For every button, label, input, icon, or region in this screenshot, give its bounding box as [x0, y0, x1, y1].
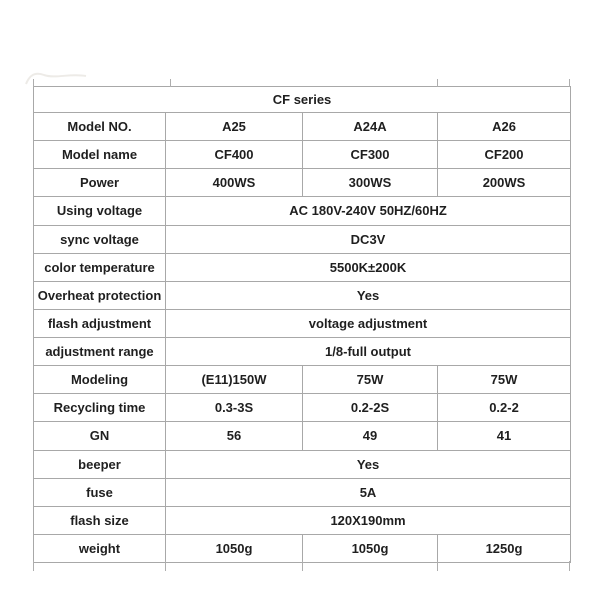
cell: 75W: [303, 366, 438, 394]
cell: CF300: [303, 141, 438, 169]
grid-stub: [165, 561, 166, 571]
table-row: [34, 478, 571, 506]
cell: A26: [438, 113, 571, 141]
row-label: flash adjustment: [34, 309, 166, 337]
cell-span: 1/8-full output: [166, 338, 571, 366]
cell: 0.3-3S: [166, 394, 303, 422]
row-label: Power: [34, 169, 166, 197]
grid-stub: [33, 561, 34, 571]
cell-span: AC 180V-240V 50HZ/60HZ: [166, 197, 571, 225]
row-label: Model name: [34, 141, 166, 169]
cell: 200WS: [438, 169, 571, 197]
table-title-row: [34, 87, 571, 113]
cell: 1050g: [303, 534, 438, 562]
cell: A24A: [303, 113, 438, 141]
table-row: [34, 366, 571, 394]
cell: 400WS: [166, 169, 303, 197]
cell: 41: [438, 422, 571, 450]
cell: 49: [303, 422, 438, 450]
row-label: Modeling: [34, 366, 166, 394]
cell: 1250g: [438, 534, 571, 562]
table-row: [34, 534, 571, 562]
cell: 0.2-2: [438, 394, 571, 422]
grid-stub: [302, 561, 303, 571]
cell-span: 120X190mm: [166, 506, 571, 534]
grid-stub: [569, 79, 570, 87]
cell-span: 5500K±200K: [166, 253, 571, 281]
table-row: [34, 450, 571, 478]
table-row: [34, 169, 571, 197]
row-label: Using voltage: [34, 197, 166, 225]
row-label: color temperature: [34, 253, 166, 281]
cell: 300WS: [303, 169, 438, 197]
spec-table: [33, 86, 571, 563]
table-row: [34, 141, 571, 169]
table-row: [34, 422, 571, 450]
row-label: flash size: [34, 506, 166, 534]
table-row: [34, 309, 571, 337]
table-row: [34, 506, 571, 534]
cell: CF400: [166, 141, 303, 169]
grid-stub: [33, 79, 34, 87]
grid-stub: [569, 561, 570, 571]
row-label: GN: [34, 422, 166, 450]
row-label: Model NO.: [34, 113, 166, 141]
table-row: [34, 197, 571, 225]
table-row: [34, 113, 571, 141]
cell-span: Yes: [166, 450, 571, 478]
row-label: sync voltage: [34, 225, 166, 253]
table-title: CF series: [34, 87, 571, 113]
cell-span: 5A: [166, 478, 571, 506]
row-label: Overheat protection: [34, 281, 166, 309]
row-label: weight: [34, 534, 166, 562]
cell-span: voltage adjustment: [166, 309, 571, 337]
row-label: fuse: [34, 478, 166, 506]
cell: 0.2-2S: [303, 394, 438, 422]
cell-span: Yes: [166, 281, 571, 309]
cell: 75W: [438, 366, 571, 394]
cell: (E11)150W: [166, 366, 303, 394]
table-row: [34, 253, 571, 281]
table-row: [34, 338, 571, 366]
row-label: adjustment range: [34, 338, 166, 366]
table-row: [34, 394, 571, 422]
row-label: beeper: [34, 450, 166, 478]
grid-stub: [437, 79, 438, 87]
cell-span: DC3V: [166, 225, 571, 253]
grid-stub: [170, 79, 171, 87]
grid-stub: [437, 561, 438, 571]
cell: 56: [166, 422, 303, 450]
table-row: [34, 281, 571, 309]
table-row: [34, 225, 571, 253]
row-label: Recycling time: [34, 394, 166, 422]
cell: CF200: [438, 141, 571, 169]
cell: 1050g: [166, 534, 303, 562]
cell: A25: [166, 113, 303, 141]
